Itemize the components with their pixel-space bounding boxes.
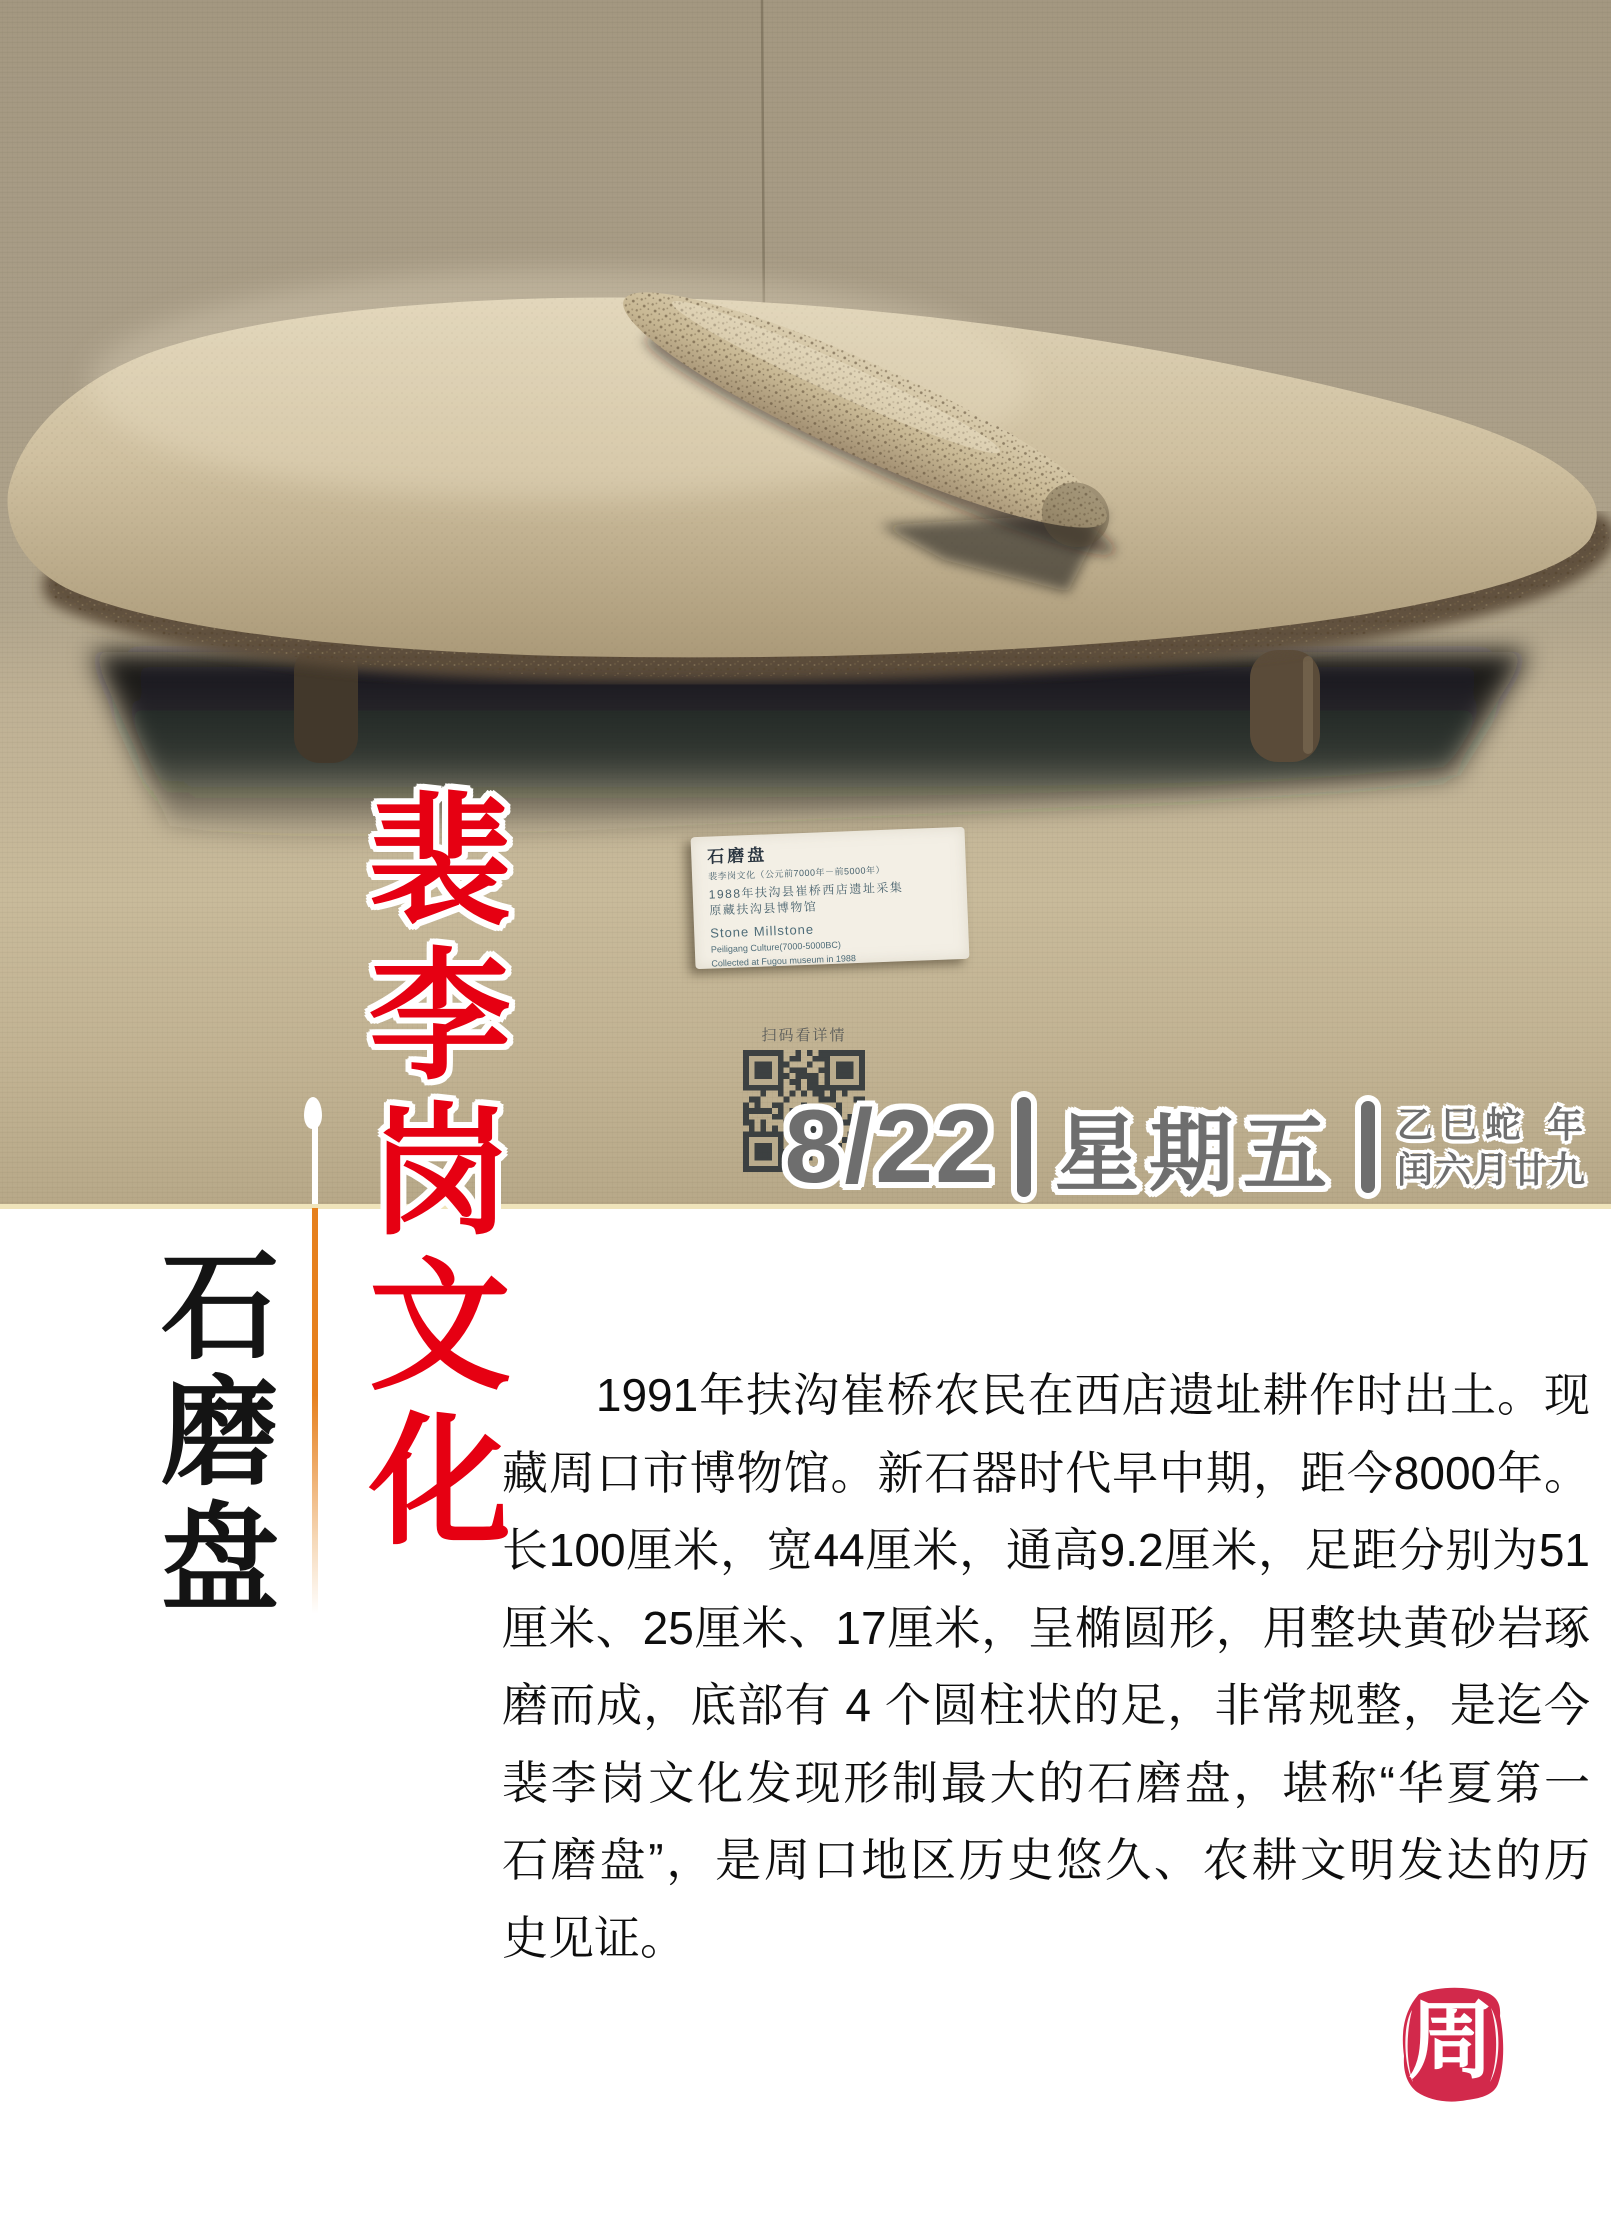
label-title: 石磨盘 [706,845,768,867]
lunar-year: 乙巳蛇 年 [1396,1104,1591,1145]
month-day: 8/22 [784,1088,995,1205]
seal-stamp [1395,1982,1507,2104]
date-strip [785,1090,1591,1204]
qr-caption: 扫码看详情 [761,1027,847,1044]
label-subtitle: 裴李岗文化（公元前7000年－前5000年） [707,864,886,882]
title-culture-vertical: 裴李岗文化 [348,786,506,1561]
seal-character: 周 [1408,1993,1494,2089]
separator-bar [1017,1097,1031,1197]
article-line: 磨而成，底部有 4 个圆柱状的足，非常规整，是迄今 [502,1679,1590,1731]
label-english-culture: Peiligang Culture(7000-5000BC) [710,940,842,956]
article-line: 1991年扶沟崔桥农民在西店遗址耕作时出土。现 [502,1369,1590,1421]
article-line: 长100厘米，宽44厘米，通高9.2厘米，足距分别为51 [502,1524,1590,1576]
weekday: 星期五 [1054,1106,1337,1201]
article-line: 厘米、25厘米、17厘米，呈椭圆形，用整块黄砂岩琢 [502,1601,1590,1654]
label-line-museum: 原藏扶沟县博物馆 [709,899,818,918]
accent-line [312,1208,318,1614]
label-line-collection: 1988年扶沟县崔桥西店遗址采集 [708,880,904,902]
lunar-date: 闰六月廿九 [1396,1149,1587,1190]
museum-label-card [691,827,970,969]
photo-divider-line [0,1204,1611,1209]
separator-bar [1361,1101,1375,1193]
label-english-title: Stone Millstone [709,922,815,942]
label-english-collected: Collected at Fugou museum in 1988 [711,952,857,969]
title-artifact-vertical: 石磨盘 [143,1244,274,1622]
marker-line-white [312,1124,318,1208]
article-line: 藏周口市博物馆。新石器时代早中期，距今8000年。 [502,1446,1590,1499]
article-line: 史见证。 [502,1911,686,1964]
lunar-date-block [1397,1102,1591,1192]
article-line: 裴李岗文化发现形制最大的石磨盘，堪称“华夏第一 [502,1756,1590,1809]
seal-icon [1395,1982,1507,2104]
article-text [502,1357,1590,1977]
article-line: 石磨盘”，是周口地区历史悠久、农耕文明发达的历 [502,1834,1590,1886]
